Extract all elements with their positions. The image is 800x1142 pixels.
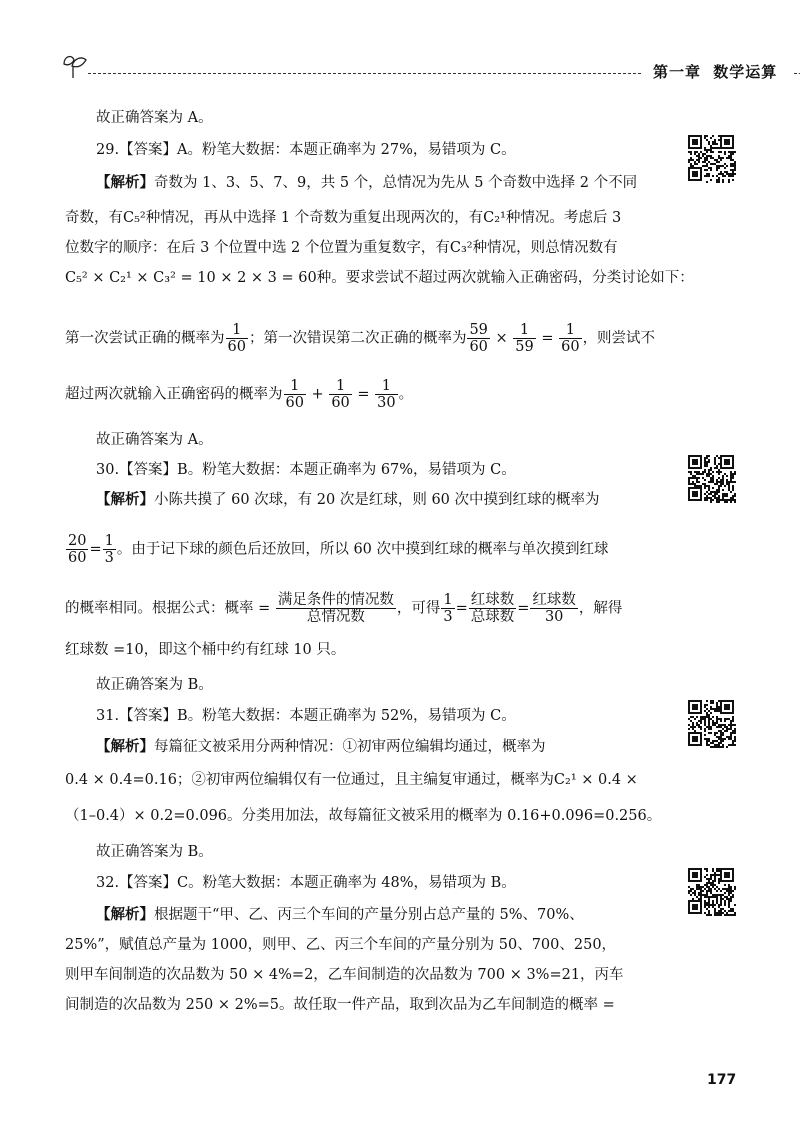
analysis-tag: 【解析】	[96, 175, 154, 191]
qr-code-icon[interactable]	[688, 868, 736, 916]
fraction: $\frac{1}{30}$	[377, 378, 396, 411]
fraction: $\frac{1}{60}$	[561, 322, 580, 355]
q29-analysis-l3: 位数字的顺序：在后 3 个位置中选 2 个位置为重复数字，有C₃²种情况，则总情况数有	[65, 240, 618, 256]
q29-analysis-l6: 超过两次就输入正确密码的概率为 $\frac{1}{60}$ + $\frac{1}{60}$ = $\frac{1}{30}$ 。	[65, 378, 414, 411]
fraction: $\frac{1}{3}$	[443, 592, 453, 625]
leaf-icon	[60, 50, 90, 80]
q32-answer: 32.【答案】C。粉笔大数据：本题正确率为 48%，易错项为 B。	[96, 875, 516, 891]
q29-analysis-l4: C₅² × C₂¹ × C₃² = 10 × 2 × 3 = 60种。要求尝试不超过两次就输入正确密码，分类讨论如下：	[65, 270, 694, 286]
analysis-tag: 【解析】	[96, 492, 154, 508]
fraction: $\frac{1}{3}$	[104, 533, 114, 566]
q31-analysis-l3: （1–0.4）× 0.2=0.096。分类用加法，故每篇征文被采用的概率为 0.16+0.096=0.256。	[65, 808, 662, 824]
q29-answer: 29.【答案】A。粉笔大数据：本题正确率为 27%，易错项为 C。	[96, 142, 516, 158]
header-rule-left	[88, 73, 641, 74]
q32-analysis-l1: 【解析】根据题干“甲、乙、丙三个车间的产量分别占总产量的 5%、70%、	[96, 907, 584, 923]
fraction: $\frac{1}{60}$	[227, 322, 246, 355]
analysis-tag: 【解析】	[96, 739, 154, 755]
fraction: $\frac{1}{59}$	[515, 322, 534, 355]
q30-answer: 30.【答案】B。粉笔大数据：本题正确率为 67%，易错项为 C。	[96, 462, 516, 478]
q30-analysis-l3: 的概率相同。根据公式：概率 = $\frac{\text{满足条件的情况数}}{\text{总情况数}}$ ，可得 $\frac{1}{3}$ = $\frac{\text{红球数}}{\text{总球数}}$ = $\frac{\text{红球数}}{30}$ ，解得	[65, 592, 623, 625]
q30-conclusion: 故正确答案为 B。	[96, 677, 213, 693]
header-rule-right	[794, 73, 800, 74]
fraction: $\frac{59}{60}$	[469, 322, 488, 355]
fraction: $\frac{\text{满足条件的情况数}}{\text{总情况数}}$	[277, 592, 394, 625]
chapter-heading	[653, 61, 783, 82]
chapter-title: 数学运算	[713, 63, 778, 81]
q30-analysis-l2: $\frac{20}{60}$ = $\frac{1}{3}$ 。由于记下球的颜色后还放回，所以 60 次中摸到红球的概率与单次摸到红球	[68, 533, 609, 566]
q29-conclusion: 故正确答案为 A。	[96, 432, 213, 448]
qr-code-icon[interactable]	[688, 700, 736, 748]
fraction: $\frac{\text{红球数}}{30}$	[532, 592, 576, 625]
page-header	[60, 50, 800, 90]
fraction: $\frac{\text{红球数}}{\text{总球数}}$	[470, 592, 515, 625]
q32-analysis-l3: 则甲车间制造的次品数为 50 × 4%=2，乙车间制造的次品数为 700 × 3%=21，丙车	[65, 967, 624, 983]
chapter-number: 第一章	[653, 63, 702, 81]
q31-conclusion: 故正确答案为 B。	[96, 844, 213, 860]
qr-code-icon[interactable]	[688, 455, 736, 503]
q31-answer: 31.【答案】B。粉笔大数据：本题正确率为 52%，易错项为 C。	[96, 708, 516, 724]
q29-analysis-l5: 第一次尝试正确的概率为 $\frac{1}{60}$ ；第一次错误第二次正确的概率为 $\frac{59}{60}$ × $\frac{1}{59}$ = $\frac{1}{60}$ ，则尝试不	[65, 322, 656, 355]
q32-analysis-l4: 间制造的次品数为 250 × 2%=5。故任取一件产品，取到次品为乙车间制造的概率 =	[65, 997, 615, 1013]
fraction: $\frac{1}{60}$	[331, 378, 350, 411]
q31-analysis-l2: 0.4 × 0.4=0.16；②初审两位编辑仅有一位通过，且主编复审通过，概率为C₂¹ × 0.4 ×	[65, 772, 638, 788]
fraction: $\frac{20}{60}$	[68, 533, 87, 566]
fraction: $\frac{1}{60}$	[285, 378, 304, 411]
q29-analysis-l2: 奇数，有C₅²种情况，再从中选择 1 个奇数为重复出现两次的，有C₂¹种情况。考虑后 3	[65, 210, 622, 226]
q31-analysis-l1: 【解析】每篇征文被采用分两种情况：①初审两位编辑均通过，概率为	[96, 739, 546, 755]
q30-analysis-l4: 红球数 =10，即这个桶中约有红球 10 只。	[65, 642, 346, 658]
q30-analysis-l1: 【解析】小陈共摸了 60 次球，有 20 次是红球，则 60 次中摸到红球的概率为	[96, 492, 600, 508]
analysis-tag: 【解析】	[96, 907, 154, 923]
page-number: 177	[707, 1072, 737, 1088]
q29-analysis-l1: 【解析】奇数为 1、3、5、7、9，共 5 个，总情况为先从 5 个奇数中选择 2 个不同	[96, 175, 638, 191]
qr-code-icon[interactable]	[688, 135, 736, 183]
q28-conclusion: 故正确答案为 A。	[96, 110, 213, 126]
q32-analysis-l2: 25%”，赋值总产量为 1000，则甲、乙、丙三个车间的产量分别为 50、700、250，	[65, 937, 617, 953]
